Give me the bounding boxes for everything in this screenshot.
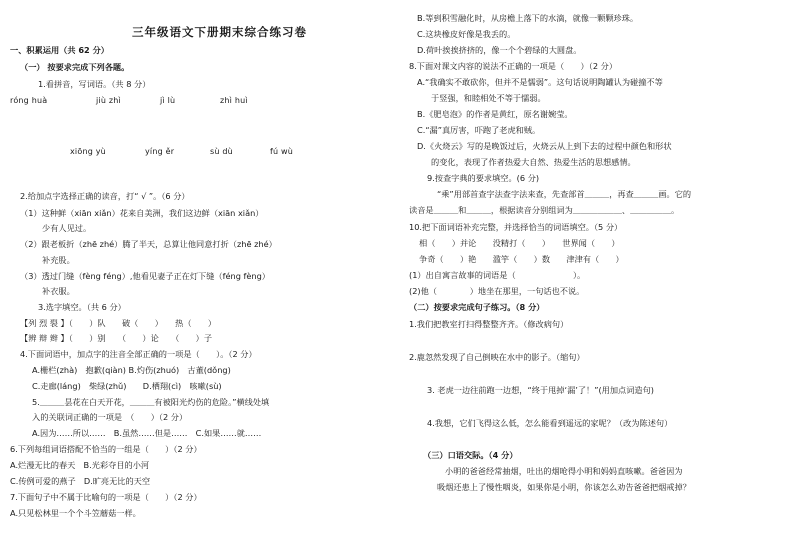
question-3-2: 【辨 辩 辫 】（ ）别 （ ）论 （ ）子: [20, 333, 213, 343]
oral-line-2: 吸烟还患上了慢性咽炎，如果你是小明，你该怎么劝告爸爸把烟戒掉？: [437, 482, 691, 492]
sentence-task-3: 3. 老虎一边往前跑一边想，“终于甩掉‘漏’了！”(用加点词造句): [427, 385, 654, 395]
question-2-2b: 补充股。: [42, 255, 75, 265]
question-8-c: C.“漏”真厉害，吓跑了老虎和贼。: [417, 125, 541, 135]
sentence-task-2: 2.鹿忽然发现了自己倒映在水中的影子。（缩句）: [409, 352, 585, 362]
pinyin-3: jì lù: [160, 96, 176, 105]
question-8-a2: 于竖强，和睦相处不等于懦弱。: [431, 93, 546, 103]
page-title: 三年级语文下册期末综合练习卷: [132, 25, 307, 39]
question-8-d2: 的变化，表现了作者热爱大自然、热爱生活的思想感情。: [431, 157, 636, 167]
question-1: 1.看拼音，写词语。（共 8 分）: [38, 79, 151, 89]
question-10-1: (1）出自寓言故事的词语是（ ）。: [409, 270, 586, 280]
section-1-heading: 一、积累运用（共 62 分）: [10, 45, 109, 55]
question-10-2: (2)他（ ）地坐在那里，一句话也不说。: [409, 286, 585, 296]
question-5b: 入的关联词正确的一项是 （ ）（2 分）: [32, 412, 188, 422]
question-10-row2: 争奇（ ）艳 滥竽（ ）数 津津有（ ）: [419, 254, 624, 264]
question-2-2a: （2）跟老板折（zhē zhé）腾了半天，总算让他同意打折（zhē zhé）: [20, 239, 277, 249]
pinyin-8: fú wù: [270, 147, 294, 156]
question-9-line1: “乘”用部首查字法查字法来查，先查部首＿＿＿，再查＿＿＿画。它的: [437, 189, 692, 199]
question-10-row1: 相（ ）并论 没精打（ ） 世界闻（ ）: [419, 238, 620, 248]
question-5a: 5.＿＿＿昙花在白天开花，＿＿＿有被阳光灼伤的危险。”横线处填: [32, 397, 270, 407]
question-2: 2.给加点字选择正确的读音，打“ √ ”。（6 分）: [20, 191, 190, 201]
pinyin-2: jiù zhì: [96, 96, 121, 105]
sentence-task-1: 1.我们把教室打扫得整整齐齐。（修改病句）: [409, 319, 569, 329]
sentence-task-4: 4.我想，它们飞得这么低，怎么能看到遥远的家呢？（改为陈述句）: [427, 418, 673, 428]
subsection-3-heading: （三）口语交际。（4 分）: [423, 450, 518, 460]
question-4: 4.下面词语中，加点字的注音全部正确的一项是（ ）。（2 分）: [20, 349, 257, 359]
question-7-c: C.这块橡皮好像是我丢的。: [417, 29, 516, 39]
subsection-1-heading: （一） 按要求完成下列各题。: [20, 62, 130, 72]
subsection-2-heading: （二）按要求完成句子练习。（8 分）: [409, 302, 545, 312]
question-6-cd: C.传例可爱的燕子 D.旷亮无比的天空: [10, 476, 151, 486]
pinyin-7: sù dù: [210, 147, 233, 156]
question-6-ab: A.烂漫无比的春天 B.光彩夺目的小河: [10, 460, 150, 470]
question-2-1b: 少有人见过。: [42, 223, 92, 233]
pinyin-1: róng huà: [10, 96, 48, 105]
question-7-a: A.只见松林里一个个斗笠蘑菇一样。: [10, 508, 141, 518]
question-8-d1: D.《火烧云》写的是晚饭过后，火烧云从上到下去的过程中颜色和形状: [417, 141, 672, 151]
question-10: 10.把下面词语补充完整，并选择恰当的词语填空。（5 分）: [409, 222, 623, 232]
question-3-1: 【列 烈 裂 】（ ）队 破（ ） 热（ ）: [20, 318, 217, 328]
question-7-d: D.荷叶挨挨挤挤的，像一个个碧绿的大圆盘。: [417, 45, 582, 55]
question-5c: A.因为……所以…… B.虽然……但是…… C.如果……就……: [32, 428, 262, 438]
pinyin-6: yíng ěr: [145, 147, 175, 156]
question-2-3b: 补衣服。: [42, 286, 75, 296]
question-3: 3.选字填空。（共 6 分）: [38, 302, 126, 312]
question-2-3a: （3）透过门缝（fèng féng）,他看见妻子正在灯下缝（féng fèng）: [20, 271, 270, 281]
question-9: 9.按查字典的要求填空。(6 分): [427, 173, 540, 183]
question-7-b: B.等到积雪融化时，从房檐上落下的水滴，就像一颗颗珍珠。: [417, 13, 639, 23]
oral-line-1: 小明的爸爸经常抽烟，吐出的烟呛得小明和妈妈直咳嗽。爸爸因为: [445, 466, 683, 476]
pinyin-5: xiōng yù: [70, 147, 106, 156]
question-8-b: B.《肥皂泡》的作者是黄红，原名谢婉莹。: [417, 109, 573, 119]
question-4-cd: C.走廊(láng) 柴绿(zhǔ) D.栖翔(cì) 咳嗽(sù): [32, 381, 222, 391]
question-8-a1: A.“我确实不敢砍你，但并不是懦弱”。这句话说明陶罐认为碰撞不等: [417, 77, 663, 87]
question-6: 6.下列每组词语搭配不恰当的一组是（ ）（2 分）: [10, 444, 202, 454]
question-2-1a: （1）这种鲜（xiān xiǎn）花来自美洲，我们这边鲜（xiān xiǎn）: [20, 208, 264, 218]
question-4-ab: A.栅栏(zhà) 抱歉(qiàn) B.灼伤(zhuó) 古董(dǒng): [32, 365, 231, 375]
question-7: 7.下面句子中不属于比喻句的一项是（ ）（2 分）: [10, 492, 202, 502]
question-8: 8.下面对课文内容的说法不正确的一项是（ ）（2 分）: [409, 61, 618, 71]
pinyin-4: zhì huì: [220, 96, 248, 105]
question-9-line2: 读音是＿＿＿和＿＿＿，根据读音分别组词为＿＿＿＿＿＿、＿＿＿＿＿。: [409, 205, 680, 215]
